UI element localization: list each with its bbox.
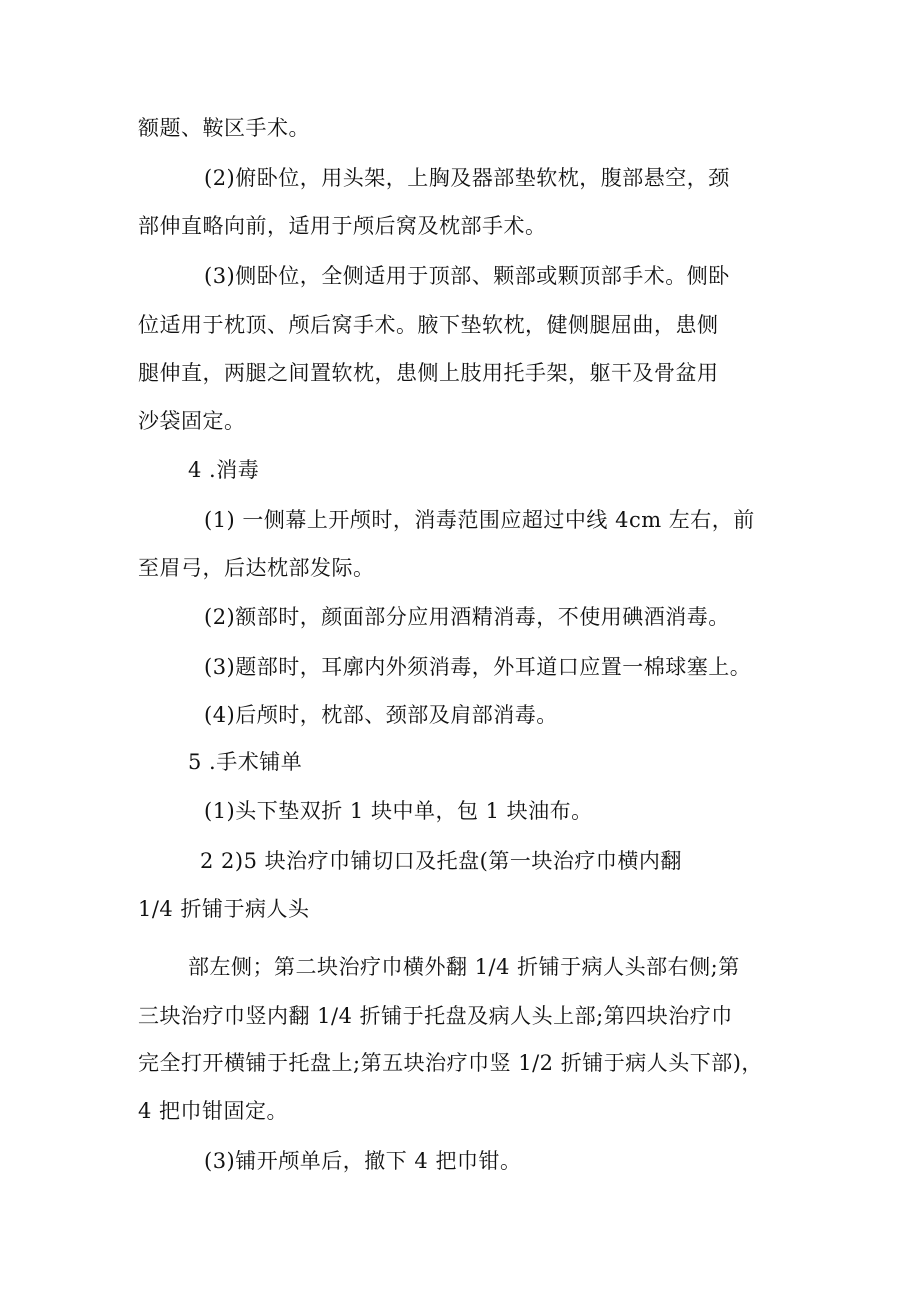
text-line: 位适用于枕顶、颅后窝手术。腋下垫软枕，健侧腿屈曲，患侧 bbox=[138, 313, 719, 337]
text-line: (3)侧卧位，全侧适用于顶部、颗部或颗顶部手术。侧卧 bbox=[204, 264, 730, 288]
text-line: (4)后颅时，枕部、颈部及肩部消毒。 bbox=[204, 703, 558, 727]
text-line: 至眉弓，后达枕部发际。 bbox=[138, 556, 375, 580]
text-line: (2)俯卧位，用头架，上胸及器部垫软枕，腹部悬空，颈 bbox=[204, 166, 730, 190]
section-heading: 5 .手术铺单 bbox=[188, 750, 303, 774]
text-line: (3)题部时，耳廓内外须消毒，外耳道口应置一棉球塞上。 bbox=[204, 655, 752, 679]
text-line: 完全打开横铺于托盘上;第五块治疗巾竖 1/2 折铺于病人头下部)， bbox=[138, 1051, 763, 1075]
text-line: 2 2)5 块治疗巾铺切口及托盘(第一块治疗巾横内翻 bbox=[200, 849, 682, 873]
text-line: 额题、鞍区手术。 bbox=[138, 116, 310, 140]
text-line: (1) 一侧幕上开颅时，消毒范围应超过中线 4cm 左右，前 bbox=[204, 508, 755, 532]
text-line: 部伸直略向前，适用于颅后窝及枕部手术。 bbox=[138, 214, 547, 238]
section-heading: 4 .消毒 bbox=[188, 458, 260, 482]
text-line: 4 把巾钳固定。 bbox=[138, 1099, 289, 1123]
text-line: (1)头下垫双折 1 块中单，包 1 块油布。 bbox=[204, 799, 593, 823]
text-line: 沙袋固定。 bbox=[138, 409, 246, 433]
text-line: 部左侧；第二块治疗巾横外翻 1/4 折铺于病人头部右侧;第 bbox=[188, 955, 740, 979]
text-line: (2)额部时，颜面部分应用酒精消毒，不使用碘酒消毒。 bbox=[204, 605, 730, 629]
text-line: 三块治疗巾竖内翻 1/4 折铺于托盘及病人头上部;第四块治疗巾 bbox=[138, 1004, 733, 1028]
text-line: (3)铺开颅单后，撤下 4 把巾钳。 bbox=[204, 1149, 522, 1173]
text-line: 1/4 折铺于病人头 bbox=[138, 897, 310, 921]
text-line: 腿伸直，两腿之间置软枕，患侧上肢用托手架，躯干及骨盆用 bbox=[138, 361, 719, 385]
